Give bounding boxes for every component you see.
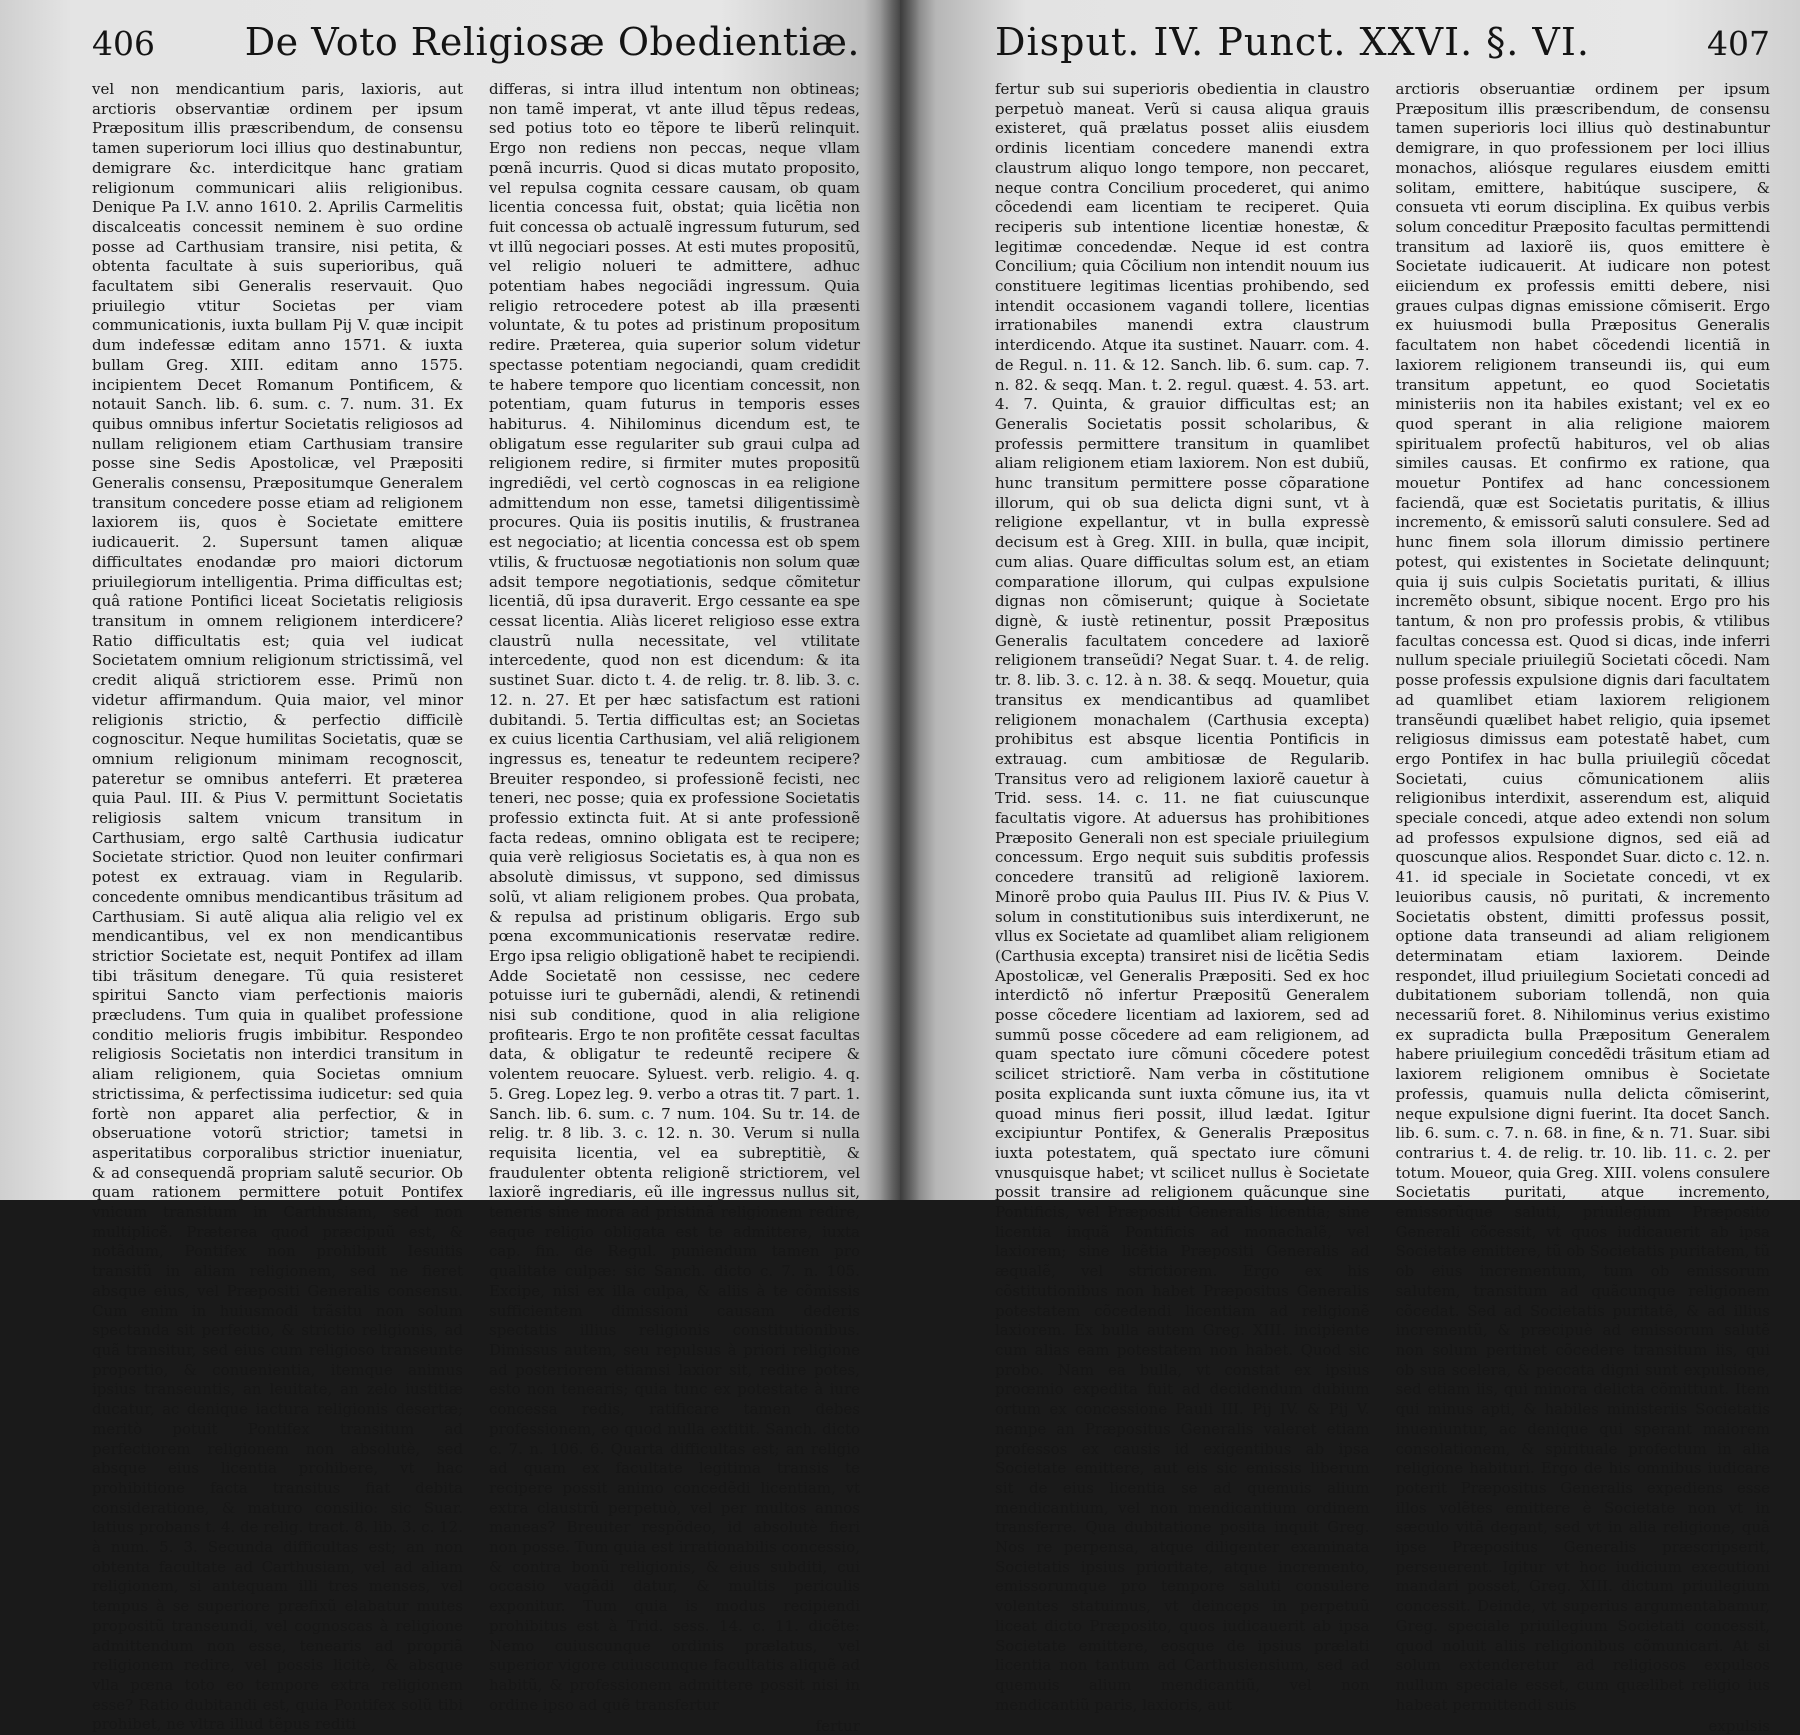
text-column-right-1 bbox=[995, 80, 1370, 1714]
text-column-left-2 bbox=[489, 80, 860, 1735]
running-head-title-right: Disput. IV. Punct. XXVI. §. VI. bbox=[995, 20, 1590, 64]
text-column-right-2 bbox=[1395, 80, 1771, 1735]
page-number-left: 406 bbox=[92, 24, 155, 63]
body-text: arctioris obseruantiæ ordinem per ipsum Præpositum illis præscribendum, de consensu tamen superioris loci illius quò destinabuntur demigrare, in quo professionem per loci illius monachos, aliósque regulares eiusdem emitti solitam, emittere, habitúque suscipere, & consueta vti eorum disciplina. Ex quibus verbis solum conceditur Præposito facultas permittendi transitum ad laxiorẽ iis, quos emittere è Societate iudicauerit. At iudicare non potest eiiciendum ex professis emitti debere, nisi graues culpas dignas emissione cõmiserit. Ergo ex huiusmodi bulla Præpositus Generalis facultatem non habet cõcedendi licentiã in laxiorem religionem transeundi iis, qui eum transitum appetunt, eo quod Societatis ministeriis non ita habiles existant; vel ex eo quod sperant in alia religione maiorem spiritualem profectũ habituros, vel ob alias similes causas. Et confirmo ex ratione, qua mouetur Pontifex ad hanc concessionem faciendã, quæ est Societatis puritatis, & illius incremento, & emissorũ saluti consulere. Sed ad hunc finem sola illorum dimissio pertinere potest, qui existentes in Societate delinquunt; quia ij suis culpis Societatis puritati, & illius incremẽto obsunt, sibique nocent. Ergo pro his tantum, & non pro professis probis, & vtilibus facultas concessa est. Quod si dicas, inde inferri nullum speciale priuilegiũ Societati cõcedi. Nam posse professis expulsione dignis dari facultatem ad quamlibet etiam laxiorem religionem transẽundi quælibet habet religio, quia ipsemet religiosus dimissus eam potestatẽ habet, cum ergo Pontifex in hac bulla priuilegiũ cõcedat Societati, cuius cõmunicationem aliis religionibus interdixit, asserendum est, aliquid speciale concedi, atque adeo extendi non solum ad professos expulsione dignos, sed eiã ad quoscunque alios. Respondet Suar. dicto c. 12. n. 41. id speciale in Societate concedi, vt ex leuioribus causis, nõ puritati, & incremento Societatis obstent, dimitti professus possit, optione data transeundi ad aliam religionem determinatam etiam laxiorem. Deinde respondet, illud priuilegium Societati concedi ad dubitationem suboriam tollendã, non quia necessariũ foret. 8. Nihilominus verius existimo ex supradicta bulla Præpositum Generalem habere priuilegium concedẽdi trãsitum etiam ad laxiorem religionem omnibus è Societate professis, quamuis nulla delicta cõmiserint, neque expulsione digni fuerint. Ita docet Sanch. lib. 6. sum. c. 7. n. 68. in fine, & n. 71. Suar. sibi contrarius t. 4. de relig. tr. 10. lib. 11. c. 2. per totum. Moueor, quia Greg. XIII. volens consulere Societatis puritati, atque incremento, emissorũque saluti, priuilegium Præposito Generali cõcessit, vt quos iudicauerit ab ipsa Societate emittere, tũ ob Societatis puritatem, tũ ob eius incrementum, tum ob emissorum salutem, transitum ad quãcunque religionem cõcedat. Sed ad Societatis puritatẽ, & ad illius incrementũ, & præcipuè ad emissorum salutẽ non solum pertinet cõcedere transitum iis, qui ob sua scelera, & peccata digni sunt expulsione, sed etiam iis, qui minora delicta cõmittunt. Item qui minus apti, & habiles ministeriis Societatis inueniuntur, ac denique qui sperant maiorem consolationem, & spirituale profectum in alia religione habituri. Ergo de his omnibus iudicare poterit Præpositus Generalis expediens esse illos volẽtes emittere è Societate non vt in sæculo vitã degant, sed vt in alia religione, quã ipse Præpositus Generalis præscripserit, perseuerent. Igitur vt hoc iudicium executioni mandari posset, Greg. XIII. dictum priuilegium concessit. Deinde, vt superius argumentabamur, Greg. speciale priuilegium Societati concessit, quod noluit aliis religionibus cõmunicari. At si solum extenderetur ad religiosos expulsos nullum speciale esset, cum quælibet religio ius habeat permittendi suis bbox=[1395, 80, 1770, 1714]
running-head-left bbox=[92, 20, 860, 68]
right-page bbox=[900, 0, 1800, 1735]
running-head-title-left: De Voto Religiosæ Obedientiæ. bbox=[244, 20, 860, 64]
body-text: differas, si intra illud intentum non obtineas; non tamẽ imperat, vt ante illud tẽpus redeas, sed potius toto eo tẽpore te liberũ relinquit. Ergo non rediens non peccas, neque vllam pœnã incurris. Quod si dicas mutato proposito, vel repulsa cognita cessare causam, ob quam licentia concessa fuit, obstat; quia licẽtia non fuit concessa ob actualẽ ingressum futurum, sed vt illũ negociari posses. At esti mutes propositũ, vel religio nolueri te admittere, adhuc potentiam habes negociãdi ingressum. Quia religio retrocedere potest ab illa præsenti voluntate, & tu potes ad pristinum propositum redire. Præterea, quia superior solum videtur spectasse potentiam negociandi, quam credidit te habere tempore quo licentiam concessit, non potentiam, quam futurus in temporis esses habiturus. 4. Nihilominus dicendum est, te obligatum esse regulariter sub graui culpa ad religionem redire, si firmiter mutes propositũ ingrediẽdi, vel certò cognoscas in ea religione admittendum non esse, tametsi diligentissimè procures. Quia iis positis inutilis, & frustranea est negociatio; at licentia concessa est ob spem vtilis, & fructuosæ negotiationis non solum quæ adsit tempore negotiationis, sedque cõmitetur licentiã, dũ ipsa duraverit. Ergo cessante ea spe cessat licentia. Aliàs liceret religioso esse extra claustrũ nulla necessitate, vel vtilitate intercedente, quod non est dicendum: & ita sustinet Suar. dicto t. 4. de relig. tr. 8. lib. 3. c. 12. n. 27. Et per hæc satisfactum est rationi dubitandi. 5. Tertia difficultas est; an Societas ex cuius licentia Carthusiam, vel aliã religionem ingressus es, teneatur te redeuntem recipere? Breuiter respondeo, si professionẽ fecisti, nec teneri, nec posse; quia ex professione Societatis professio extincta fuit. At si ante professionẽ facta redeas, omnino obligata est te recipere; quia verè religiosus Societatis es, à qua non es absolutè dimissus, vt suppono, sed dimissus solũ, vt aliam religionem probes. Qua probata, & repulsa ad pristinum obligaris. Ergo sub pœna excommunicationis reservatæ redire. Ergo ipsa religio obligationẽ habet te recipiendi. Adde Societatẽ non cessisse, nec cedere potuisse iuri te gubernãdi, alendi, & retinendi nisi sub conditione, quod in alia religione profitearis. Ergo te non profitẽte cessat facultas data, & obligatur te redeuntẽ recipere & volentem reuocare. Syluest. verb. religio. 4. q. 5. Greg. Lopez leg. 9. verbo a otras tit. 7 part. 1. Sanch. lib. 6. sum. c. 7 num. 104. Su tr. 14. de relig. tr. 8 lib. 3. c. 12. n. 30. Verum si nulla requisita licentia, vel ea subreptitiè, & fraudulenter obtenta religionẽ strictiorem, vel laxiorẽ ingrediaris, eũ ille ingressus nullus sit, teneris sine mora ad pristinã religionem redire, eaque religio obligata est te admittere, iuxta cap. fin. de Regul. puniendum tamen pro qualitate culpæ: sic Sanch. dicto c. 7. n. 105. Excipe, nisi ex illa culpa, & aliis à te cõmissis sufficientem dimissioni causam dederis spectatis illius religionis constitutionibus. Dimissus autem, seu repulsus à priori religione ad posteriorem etiamsi laxior sit, redire potes, esto non tenearis; quia tunc ex potestate à iure concessa redis, ratificare tamen debes professionem, eo quod nulla extitit. Sanch. dicto c. 7. n. 106. 6. Quarta difficultas est; an religio ad quam ex facultate legitima transis te recipere possit animo concedẽdi licentiam, vt extra claustrũ perpetuò, vel per multos annos maneas? Breuiter respõdeo, id absolutè fieri non posse. Tum quia est irrationabilis concessio, & contra bonũ religionis, & eius subditi, cui occasio vagãdi datur, & multis periculis exponitur. Tum quia is modus recipiendi prohibitus est à Trid. sess. 14. c. 11. dicẽte: Nemo cuiuscunque ordinis prælatus, vel superior vigore cuiuscunque facultatis aliquẽ ad habitũ, & professionem admittere possit nisi in ordine ipso ad quẽ transfertur bbox=[489, 80, 860, 1714]
body-text: vel non mendicantium paris, laxioris, aut arctioris observantiæ ordinem per ipsum Præpositum illis præscribendum, de consensu tamen superiorum loci illius quo destinabuntur, demigrare &c. interdicitque hanc gratiam religionum communicari aliis religionibus. Denique Pa I.V. anno 1610. 2. Aprilis Carmelitis discalceatis concessit neminem è suo ordine posse ad Carthusiam transire, nisi petita, & obtenta facultate à suis superioribus, quã facultatem sibi Generalis reservauit. Quo priuilegio vtitur Societas per viam communicationis, iuxta bullam Pij V. quæ incipit dum indefessæ editam anno 1571. & iuxta bullam Greg. XIII. editam anno 1575. incipientem Decet Romanum Pontificem, & notauit Sanch. lib. 6. sum. c. 7. num. 31. Ex quibus omnibus infertur Societatis religiosos ad nullam religionem etiam Carthusiam transire posse sine Sedis Apostolicæ, vel Præpositi Generalis consensu, Præpositumque Generalem transitum concedere posse etiam ad religionem laxiorem iis, quos è Societate emittere iudicauerit. 2. Supersunt tamen aliquæ difficultates enodandæ pro maiori dictorum priuilegiorum intelligentia. Prima difficultas est; quâ ratione Pontifici liceat Societatis religiosis transitum in omnem religionem interdicere? Ratio difficultatis est; quia vel iudicat Societatem omnium religionum strictissimã, vel credit aliquã strictiorem esse. Primũ non videtur affirmandum. Quia maior, vel minor religionis strictio, & perfectio difficilè cognoscitur. Neque humilitas Societatis, quæ se omnium religionum minimam recognoscit, pateretur se omnibus anteferri. Et præterea quia Paul. III. & Pius V. permittunt Societatis religiosis saltem vnicum transitum in Carthusiam, ergo saltê Carthusia iudicatur Societate strictior. Quod non leuiter confirmari potest ex extrauag. viam in Regularib. concedente omnibus mendicantibus trãsitum ad Carthusiam. Si autẽ aliqua alia religio vel ex mendicantibus, vel ex non mendicantibus strictior Societate est, nequit Pontifex ad illam tibi trãsitum denegare. Tũ quia resisteret spiritui Sancto viam perfectionis maioris præcludens. Tum quia in qualibet professione conditio melioris frugis imbibitur. Respondeo religiosis Societatis non interdici transitum in aliam religionem, quia Societas omnium strictissima, & perfectissima iudicetur: sed quia fortè non apparet alia perfectior, & in obseruatione votorũ strictior; tametsi in asperitatibus corporalibus strictior inueniatur, & ad consequendã propriam salutẽ securior. Ob quam rationem permittere potuit Pontifex vnicum transitum in Carthusiam, sed non multiplicẽ. Præterea quod præcipuũ est, & notãdum, Pontifex non prohibuit Iesuitis transitũ in aliam religionem, sed ne fieret absque eius, vel Præpositi Generalis consensu. Cum enim in huiusmodi trãsitu non solum spectanda sit perfectio, & strictio religionis, ad quã transitur, sed eius cum religioso transeunte proportio, & conuenientia, itemque animus ipsius transeuntis, an leuitate, an zelo iustitiæ ducatur, ac denique iactura religionis desertæ; meritò potuit Pontifex transitum ad perfectiorem religionem non absolutè, sed absque eius licentia prohibere, vt hac prohibitione facta transitus fiat debita consideratione, & maturo consilio: sic Suar. latius probans t. 4. de relig. tract. 8. lib. 3. c. 12. à num. 5. 3. Secunda difficultas est; an non obtenta facultate ad Carthusiam, vel ad aliam religionem, si antequam illi tres menses, vel tempus à se superiore præfixũ elabatur mutes propositũ transeundi, vel cognoscas à religione admittendum non esse, tenearis ad propriã religionem redire, vel possis licitè, & absque vlla pœna toto eo tempore extra religionem esse? Ratio dubitandi est, quia Pontifex solũ tibi prohibet, ne vltra illud tẽpus rediti bbox=[92, 80, 463, 1734]
text-columns-right bbox=[995, 80, 1770, 1735]
catchword: expulsis bbox=[1708, 1717, 1770, 1735]
catchword: fertur bbox=[815, 1717, 860, 1735]
running-head-right bbox=[995, 20, 1770, 68]
body-text: fertur sub sui superioris obedientia in claustro perpetuò maneat. Verũ si causa aliqua grauis existeret, quã prælatus posset aliis eiusdem ordinis licentiam concedere manendi extra claustrum aliquo longo tempore, non peccaret, neque contra Concilium procederet, qui animo cõcedendi eam licentiam te reciperet. Quia reciperis sub intentione licentiæ honestæ, & legitimæ concedendæ. Neque id est contra Concilium; quia Cõcilium non intendit nouum ius constituere legitimas licentias prohibendo, sed intendit occasionem vagandi tollere, licentias irrationabiles manendi extra claustrum interdicendo. Atque ita sustinet. Nauarr. com. 4. de Regul. n. 11. & 12. Sanch. lib. 6. sum. cap. 7. n. 82. & seqq. Man. t. 2. regul. quæst. 4. 53. art. 4. 7. Quinta, & grauior difficultas est; an Generalis Societatis possit scholaribus, & professis permittere transitum in quamlibet aliam religionem etiam laxiorem. Non est dubiũ, hunc transitum permittere posse cõparatione illorum, qui ob sua delicta digni sunt, vt à religione expellantur, vt in bulla expressè decisum est à Greg. XIII. in bulla, quæ incipit, cum alias. Quare difficultas solum est, an etiam comparatione illorum, qui culpas expulsione dignas non cõmiserunt; quique à Societate dignè, & iustè retinentur, possit Præpositus Generalis facultatem concedere ad laxiorẽ religionem transeũdi? Negat Suar. t. 4. de relig. tr. 8. lib. 3. c. 12. à n. 38. & seqq. Mouetur, quia transitus ex mendicantibus ad quamlibet religionem monachalem (Carthusia excepta) prohibitus est absque licentia Pontificis in extrauag. cum ambitiosæ de Regularib. Transitus vero ad religionem laxiorẽ cauetur à Trid. sess. 14. c. 11. ne fiat cuiuscunque facultatis vigore. At aduersus has prohibitiones Præposito Generali non est speciale priuilegium concessum. Ergo nequit suis subditis professis concedere transitũ ad religionẽ laxiorem. Minorẽ probo quia Paulus III. Pius IV. & Pius V. solum in constitutionibus suis interdixerunt, ne vllus ex Societate ad quamlibet aliam religionem (Carthusia excepta) transiret nisi de licẽtia Sedis Apostolicæ, vel Generalis Præpositi. Sed ex hoc interdictõ nõ infertur Præpositũ Generalem posse cõcedere licentiam ad laxiorem, sed ad summũ posse cõcedere ad eam religionem, ad quam spectato iure cõmuni cõcedere potest scilicet strictiorẽ. Nam verba in cõstitutione posita explicanda sunt iuxta cõmune ius, ita vt quoad minus fieri possit, illud lædat. Igitur excipiuntur Pontifex, & Generalis Præpositus iuxta potestatem, quã spectato iure cõmuni vnusquisque habet; vt scilicet nullus è Societate possit transire ad religionem quãcunque sine Pontificis, vel Præpositi Generalis licentia; sine licentia inquã Pontificis ad monachalẽ, vel laxiorem; sine licẽtia Præpositi Generalis ad æqualẽ, vel strictiorem. Ergo ex his cõstitutionibus non habet Præpositus Generalis potestatem cõcedendi licentiam ad religionẽ laxiorem. Ex bulla autem Greg. XIII. incipiente cum alias eam potestatem non habet. Quod sic probo. Nam ea bulla, vt constat ex ipsius proœmio expedita fuit ad decidendum dubium ortum ex concessione Pauli III. Pij IV. & Pij V. nempe an Præpositus Generalis valeret etiam professos ex causis id exigentibus ab ipsa Societate emittere, aut eis sic emissis liberum sit de eius licentia se ad quemuis alium mendicantium, vel non mendicantium ordinem transferre. Qua dubitatione posita inquit Greg. Nos re perpensa, atque diligenter examinata Societatis ipsius prioritate, atque incremento, emissorumque pro tempore saluti consulere volentes statuimus, vt deinceps in perpetuũ liceat dicto Præposito, quos iudicauerit ab ipsa Societate emittere, eosque de ipsius prælati licentia non tantum ad Carthusiensium, sed ad quemuis alium mendicantiũ, vel non mendicantiũ paris, laxioris, aut bbox=[995, 80, 1370, 1714]
text-column-left-1 bbox=[92, 80, 463, 1734]
text-columns-left bbox=[92, 80, 860, 1735]
page-number-right: 407 bbox=[1707, 24, 1770, 63]
